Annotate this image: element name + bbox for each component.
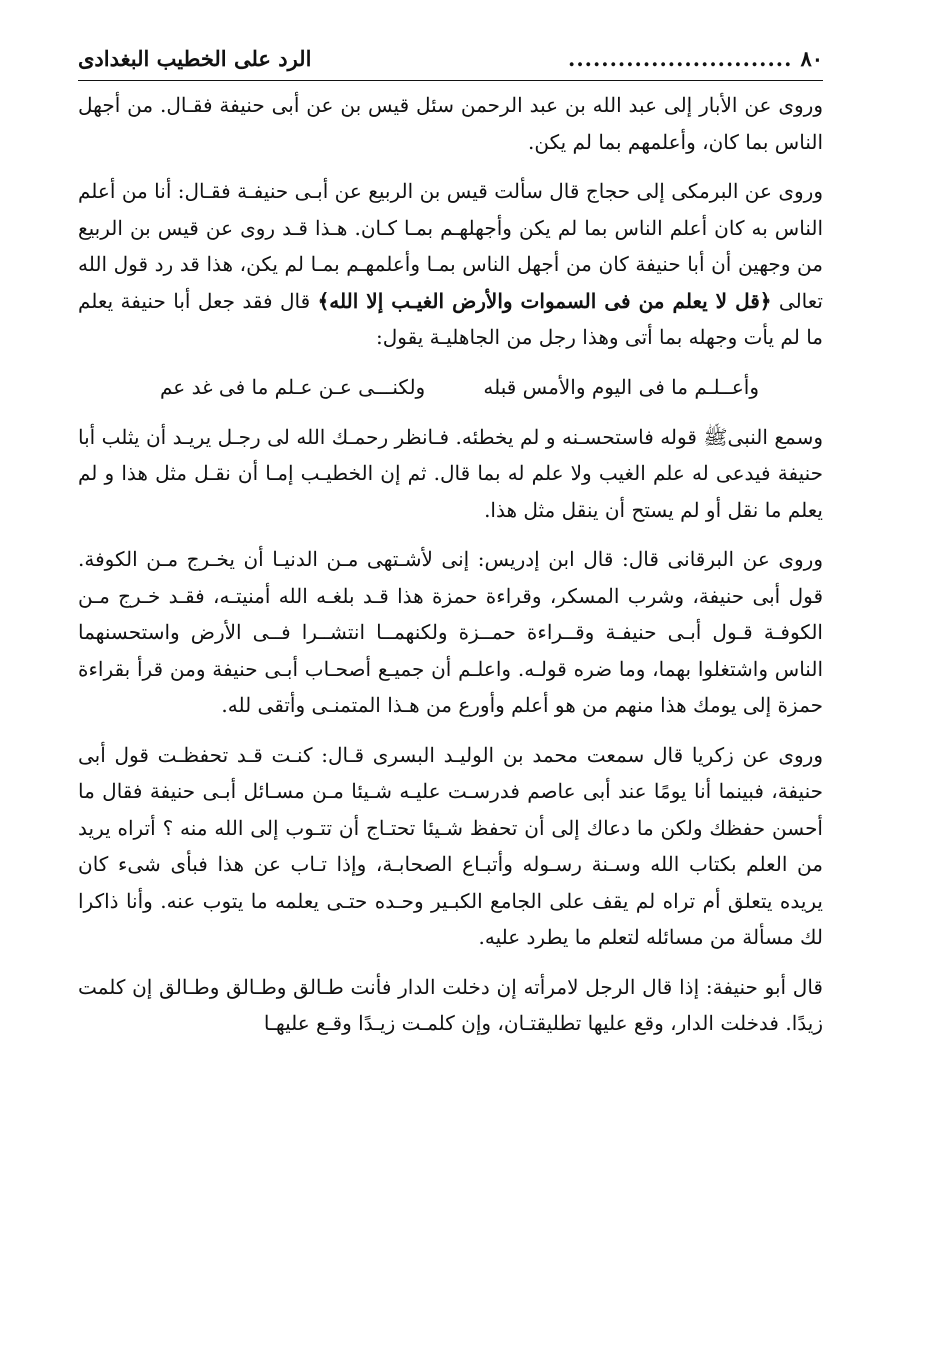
header-dot-leader: ...........................: [568, 45, 793, 71]
header-rule: [78, 80, 823, 81]
verse-first-hemistich: وأعــلـم ما فى اليوم والأمس قبله: [483, 374, 759, 399]
paragraph-2: [78, 173, 823, 356]
paragraph-1: وروى عن الأبار إلى عبد الله بن عبد الرحمن سئل قيس بن عن أبى حنيفة فقـال. من أجهل الناس بما كان، وأعلمهم بما لم يكن.: [78, 93, 823, 154]
paragraph-5: وروى عن زكريا قال سمعت محمد بن الوليـد البسرى قـال: كنـت قـد تحفظـت قول أبى حنيفة، فبينما أنا يومًا عند أبى عاصم فدرسـت عليـه شـيئا مـن مسـائل أبـى حنيفة فقال ما أحسن حفظك ولكن ما دعاك إلى أن تحفظ شـيئا تحتـاج أن تتـوب إلى الله منه ؟ أتراه يريد من العلم بكتاب الله وسـنة رسـوله وأتبـاع الصحابـة، وإذا تـاب عن هذا فبأى شىء كان يريده يتعلق أم تراه لم يقف على الجامع الكبـير وحـده حتـى يعلمه ما يتوب عنه. وأنا ذاكرا لك مسألة من مسائله لتعلم ما يطرد عليه.: [78, 742, 823, 949]
paragraph-2-text-b: قال فقد جعل أبا حنيفة يعلم ما لم يأت وجهله بما أتى وهذا رجل من الجاهليـة يقول:: [78, 288, 823, 349]
paragraph-2-text-a: وروى عن البرمكى إلى حجاج قال سألت قيس بن الربيع عن أبـى حنيفـة فقـال: أنا من أعلم الناس به كان أعلم الناس بما لم يكن وأجهلهـم بمـا كـان. هـذا قـد روى عن قيس بن الربيع من وجهين أن أبا حنيفة كان من أجهل الناس بمـا وأعلمهـم بمـا لم يكن، هذا قد رد قول الله تعالى: [78, 179, 824, 313]
page-number: ٨٠: [800, 45, 823, 71]
paragraph-4: وروى عن البرقانى قال: قال ابن إدريس: إنى لأشـتهى مـن الدنيـا أن يخـرج مـن الكوفة. قول أبى حنيفة، وشرب المسكر، وقراءة حمزة هذا قـد بلغـه الله أمنيتـه، فقـد خـرج مـن الكوفـة قـول أبـى حنيفـة وقــراءة حمــزة ولكنهمــا انتشــرا فــى الأرض واستحسنهما الناس واشتغلوا بهما، وما ضره قولـه. واعلـم أن جميـع أصحـاب أبـى حنيفة ومن قرأ بقراءة حمزة إلى يومك هذا منهم من هو أعلم وأورع من هـذا المتمنـى وأتقى لله.: [78, 547, 823, 717]
poetry-verse: [78, 369, 823, 405]
paragraph-3: وسمع النبىﷺ قوله فاستحسـنه و لم يخطئه. فـانظر رحمـك الله لى رجـل يريـد أن يثلب أبا حنيفة فيدعى له علم الغيب ولا علم له بما قال. ثم إن الخطيـب إمـا أن نقـل مثل هذا و لم يعلم ما نقل أو لم يستح أن ينقل مثل هذا.: [78, 424, 823, 522]
book-page: [78, 38, 823, 1055]
verse-second-hemistich: ولكنـــى عـن عـلم ما فى غد عم: [160, 374, 426, 399]
running-header: [78, 38, 823, 78]
running-title: الرد على الخطيب البغدادى: [78, 45, 312, 71]
quran-quote: ﴿قل لا يعلم من فى السموات والأرض الغيـب إلا الله﴾: [317, 288, 772, 313]
paragraph-6: قال أبو حنيفة: إذا قال الرجل لامرأته إن دخلت الدار فأنت طـالق وطـالق وطـالق إن كلمت زيدًا. فدخلت الدار، وقع عليها تطليقتـان، وإن كلمـت زيـدًا وقـع عليهـا: [78, 974, 823, 1035]
